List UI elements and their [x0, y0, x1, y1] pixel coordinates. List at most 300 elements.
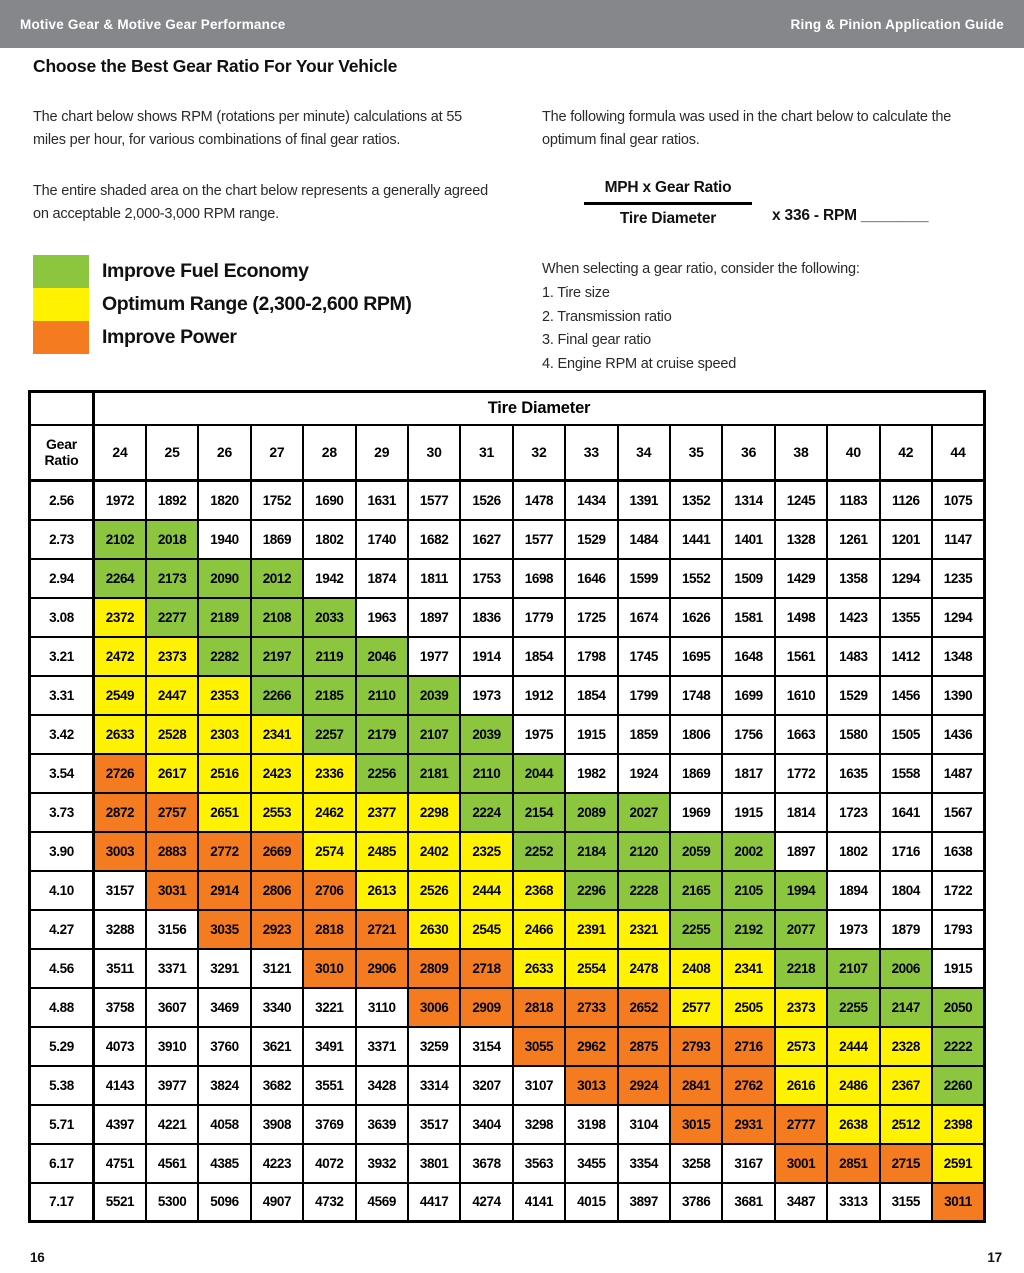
formula-intro-paragraph: The following formula was used in the chart below to calculate the optimum final gear ratios. [542, 109, 952, 149]
page-number-right: 17 [987, 1250, 1002, 1265]
rpm-cell: 1897 [408, 598, 460, 637]
rpm-cell: 2721 [356, 910, 408, 949]
rpm-cell: 2266 [251, 676, 303, 715]
rpm-cell: 2505 [722, 988, 774, 1027]
rpm-cell: 2173 [146, 559, 198, 598]
rpm-cell: 4223 [251, 1144, 303, 1183]
rpm-cell: 2638 [827, 1105, 879, 1144]
rpm-cell: 3469 [198, 988, 250, 1027]
rpm-cell: 1441 [670, 520, 722, 559]
rpm-cell: 2633 [94, 715, 146, 754]
rpm-cell: 3932 [356, 1144, 408, 1183]
rpm-cell: 2107 [408, 715, 460, 754]
rpm-cell: 2372 [94, 598, 146, 637]
gear-ratio-cell: 5.29 [30, 1027, 94, 1066]
header-right-title: Ring & Pinion Application Guide [790, 16, 1004, 32]
rpm-cell: 2651 [198, 793, 250, 832]
rpm-cell: 1745 [618, 637, 670, 676]
rpm-cell: 2277 [146, 598, 198, 637]
rpm-cell: 2077 [775, 910, 827, 949]
formula-fraction [584, 179, 752, 228]
rpm-cell: 2777 [775, 1105, 827, 1144]
rpm-cell: 1626 [670, 598, 722, 637]
rpm-cell: 2630 [408, 910, 460, 949]
table-row [30, 754, 985, 793]
rpm-cell: 1695 [670, 637, 722, 676]
intro-paragraph-1: The chart below shows RPM (rotations per minute) calculations at 55 miles per hour, for various combinations of final gear ratios. [33, 109, 463, 149]
table-row [30, 1027, 985, 1066]
rpm-cell: 1328 [775, 520, 827, 559]
rpm-cell: 1245 [775, 481, 827, 520]
rpm-cell: 2228 [618, 871, 670, 910]
rpm-cell: 1716 [880, 832, 932, 871]
rpm-cell: 2472 [94, 637, 146, 676]
tire-diameter-column-header: 31 [460, 425, 512, 481]
rpm-cell: 2147 [880, 988, 932, 1027]
rpm-cell: 1483 [827, 637, 879, 676]
rpm-cell: 2012 [251, 559, 303, 598]
rpm-cell: 3001 [775, 1144, 827, 1183]
rpm-cell: 2914 [198, 871, 250, 910]
rpm-cell: 4732 [303, 1183, 355, 1222]
rpm-cell: 1529 [827, 676, 879, 715]
gear-ratio-cell: 3.73 [30, 793, 94, 832]
rpm-cell: 2353 [198, 676, 250, 715]
rpm-cell: 1977 [408, 637, 460, 676]
top-header-bar [0, 0, 1024, 48]
rpm-cell: 2260 [932, 1066, 985, 1105]
rpm-cell: 1869 [251, 520, 303, 559]
rpm-cell: 1358 [827, 559, 879, 598]
rpm-cell: 2033 [303, 598, 355, 637]
rpm-cell: 1390 [932, 676, 985, 715]
rpm-cell: 1982 [565, 754, 617, 793]
rpm-cell: 1820 [198, 481, 250, 520]
rpm-cell: 3371 [356, 1027, 408, 1066]
rpm-cell: 2512 [880, 1105, 932, 1144]
rpm-cell: 2325 [460, 832, 512, 871]
consideration-item: 3. Final gear ratio [542, 332, 652, 349]
rpm-cell: 2757 [146, 793, 198, 832]
rpm-cell: 2462 [303, 793, 355, 832]
rpm-cell: 1484 [618, 520, 670, 559]
rpm-cell: 1723 [827, 793, 879, 832]
gear-ratio-cell: 7.17 [30, 1183, 94, 1222]
rpm-cell: 1802 [303, 520, 355, 559]
rpm-cell: 2772 [198, 832, 250, 871]
considerations-intro: When selecting a gear ratio, consider the following: [542, 260, 860, 277]
rpm-cell: 3013 [565, 1066, 617, 1105]
rpm-cell: 2282 [198, 637, 250, 676]
rpm-cell: 2706 [303, 871, 355, 910]
rpm-cell: 1924 [618, 754, 670, 793]
rpm-cell: 3517 [408, 1105, 460, 1144]
rpm-cell: 2391 [565, 910, 617, 949]
rpm-cell: 2577 [670, 988, 722, 1027]
tire-diameter-column-header: 28 [303, 425, 355, 481]
rpm-cell: 1526 [460, 481, 512, 520]
rpm-cell: 2120 [618, 832, 670, 871]
rpm-cell: 2107 [827, 949, 879, 988]
legend-label: Improve Power [102, 325, 237, 348]
rpm-cell: 2818 [303, 910, 355, 949]
header-left-title: Motive Gear & Motive Gear Performance [20, 16, 286, 32]
rpm-cell: 1869 [670, 754, 722, 793]
rpm-cell: 3031 [146, 871, 198, 910]
page-number-left: 16 [30, 1250, 45, 1265]
tire-diameter-group-header: Tire Diameter [94, 392, 985, 425]
rpm-cell: 3563 [513, 1144, 565, 1183]
rpm-cell: 1674 [618, 598, 670, 637]
rpm-cell: 3897 [618, 1183, 670, 1222]
rpm-cell: 3313 [827, 1183, 879, 1222]
rpm-cell: 1423 [827, 598, 879, 637]
rpm-cell: 1942 [303, 559, 355, 598]
gear-ratio-cell: 6.17 [30, 1144, 94, 1183]
rpm-cell: 1261 [827, 520, 879, 559]
rpm-cell: 3259 [408, 1027, 460, 1066]
legend-item [33, 288, 498, 321]
rpm-cell: 1915 [932, 949, 985, 988]
considerations-list [542, 258, 992, 377]
rpm-cell: 2044 [513, 754, 565, 793]
rpm-cell: 2298 [408, 793, 460, 832]
gear-ratio-cell: 3.54 [30, 754, 94, 793]
rpm-cell: 2485 [356, 832, 408, 871]
considerations-items [542, 282, 992, 377]
rpm-formula [542, 179, 992, 228]
rpm-cell: 2046 [356, 637, 408, 676]
rpm-cell: 1682 [408, 520, 460, 559]
rpm-cell: 2872 [94, 793, 146, 832]
rpm-cell: 2478 [618, 949, 670, 988]
rpm-cell: 2197 [251, 637, 303, 676]
rpm-cell: 3487 [775, 1183, 827, 1222]
rpm-cell: 1487 [932, 754, 985, 793]
table-row [30, 598, 985, 637]
rpm-cell: 2726 [94, 754, 146, 793]
table-row [30, 481, 985, 520]
rpm-cell: 2806 [251, 871, 303, 910]
rpm-cell: 2762 [722, 1066, 774, 1105]
rpm-cell: 2050 [932, 988, 985, 1027]
formula-suffix: x 336 - RPM ________ [772, 206, 929, 224]
rpm-cell: 1897 [775, 832, 827, 871]
rpm-cell: 2257 [303, 715, 355, 754]
rpm-cell: 1348 [932, 637, 985, 676]
rpm-cell: 1879 [880, 910, 932, 949]
rpm-cell: 5521 [94, 1183, 146, 1222]
table-row [30, 520, 985, 559]
rpm-cell: 1963 [356, 598, 408, 637]
gear-ratio-cell: 2.56 [30, 481, 94, 520]
rpm-cell: 2110 [460, 754, 512, 793]
rpm-cell: 1799 [618, 676, 670, 715]
rpm-cell: 1894 [827, 871, 879, 910]
rpm-cell: 1126 [880, 481, 932, 520]
rpm-cell: 3288 [94, 910, 146, 949]
rpm-cell: 2102 [94, 520, 146, 559]
legend-swatch-yellow [33, 288, 89, 321]
table-row [30, 1144, 985, 1183]
rpm-cell: 2328 [880, 1027, 932, 1066]
rpm-cell: 2018 [146, 520, 198, 559]
rpm-cell: 3298 [513, 1105, 565, 1144]
rpm-cell: 1505 [880, 715, 932, 754]
rpm-cell: 2733 [565, 988, 617, 1027]
gear-ratio-cell: 2.94 [30, 559, 94, 598]
rpm-cell: 2255 [670, 910, 722, 949]
rpm-cell: 2526 [408, 871, 460, 910]
rpm-cell: 3354 [618, 1144, 670, 1183]
rpm-cell: 3198 [565, 1105, 617, 1144]
table-row [30, 832, 985, 871]
rpm-cell: 2218 [775, 949, 827, 988]
tire-diameter-column-header: 29 [356, 425, 408, 481]
rpm-cell: 3155 [880, 1183, 932, 1222]
rpm-cell: 3404 [460, 1105, 512, 1144]
rpm-cell: 3455 [565, 1144, 617, 1183]
rpm-cell: 1147 [932, 520, 985, 559]
gear-ratio-cell: 4.56 [30, 949, 94, 988]
rpm-cell: 1075 [932, 481, 985, 520]
rpm-cell: 2715 [880, 1144, 932, 1183]
rpm-cell: 1294 [932, 598, 985, 637]
table-row [30, 1105, 985, 1144]
rpm-cell: 1577 [408, 481, 460, 520]
rpm-cell: 2110 [356, 676, 408, 715]
rpm-cell: 2039 [460, 715, 512, 754]
rpm-cell: 1817 [722, 754, 774, 793]
rpm-cell: 2368 [513, 871, 565, 910]
rpm-cell: 2398 [932, 1105, 985, 1144]
rpm-cell: 2528 [146, 715, 198, 754]
rpm-cell: 4072 [303, 1144, 355, 1183]
rpm-cell: 3207 [460, 1066, 512, 1105]
rpm-cell: 2909 [460, 988, 512, 1027]
rpm-cell: 5300 [146, 1183, 198, 1222]
right-column [542, 106, 992, 377]
rpm-cell: 2373 [146, 637, 198, 676]
rpm-cell: 3156 [146, 910, 198, 949]
rpm-cell: 1436 [932, 715, 985, 754]
table-row [30, 1066, 985, 1105]
rpm-cell: 2090 [198, 559, 250, 598]
rpm-cell: 3760 [198, 1027, 250, 1066]
rpm-cell: 1581 [722, 598, 774, 637]
consideration-item: 1. Tire size [542, 284, 610, 301]
legend-item [33, 321, 498, 354]
rpm-cell: 1580 [827, 715, 879, 754]
rpm-cell: 1892 [146, 481, 198, 520]
rpm-cell: 1456 [880, 676, 932, 715]
rpm-cell: 3006 [408, 988, 460, 1027]
rpm-cell: 2303 [198, 715, 250, 754]
rpm-cell: 1429 [775, 559, 827, 598]
rpm-cell: 2633 [513, 949, 565, 988]
rpm-cell: 2224 [460, 793, 512, 832]
rpm-cell: 3786 [670, 1183, 722, 1222]
rpm-cell: 1690 [303, 481, 355, 520]
gear-ratio-cell: 3.08 [30, 598, 94, 637]
table-row [30, 949, 985, 988]
rpm-cell: 2486 [827, 1066, 879, 1105]
rpm-cell: 3107 [513, 1066, 565, 1105]
rpm-cell: 2883 [146, 832, 198, 871]
tire-diameter-column-header: 38 [775, 425, 827, 481]
rpm-cell: 1552 [670, 559, 722, 598]
rpm-cell: 1859 [618, 715, 670, 754]
rpm-cell: 1779 [513, 598, 565, 637]
rpm-cell: 1975 [513, 715, 565, 754]
rpm-cell: 2716 [722, 1027, 774, 1066]
rpm-cell: 3551 [303, 1066, 355, 1105]
rpm-cell: 1994 [775, 871, 827, 910]
rpm-cell: 2906 [356, 949, 408, 988]
rpm-cell: 1641 [880, 793, 932, 832]
rpm-cell: 1561 [775, 637, 827, 676]
tire-diameter-column-header: 25 [146, 425, 198, 481]
rpm-cell: 3977 [146, 1066, 198, 1105]
rpm-cell: 2165 [670, 871, 722, 910]
gear-ratio-cell: 4.88 [30, 988, 94, 1027]
rpm-cell: 1914 [460, 637, 512, 676]
rpm-cell: 2553 [251, 793, 303, 832]
rpm-cell: 1874 [356, 559, 408, 598]
rpm-cell: 4058 [198, 1105, 250, 1144]
rpm-cell: 4221 [146, 1105, 198, 1144]
rpm-cell: 2002 [722, 832, 774, 871]
rpm-cell: 2549 [94, 676, 146, 715]
rpm-cell: 4417 [408, 1183, 460, 1222]
rpm-cell: 1201 [880, 520, 932, 559]
gear-ratio-cell: 5.38 [30, 1066, 94, 1105]
rpm-cell: 3769 [303, 1105, 355, 1144]
rpm-cell: 2184 [565, 832, 617, 871]
left-column [33, 106, 498, 354]
rpm-cell: 2341 [251, 715, 303, 754]
formula-numerator: MPH x Gear Ratio [604, 178, 732, 196]
rpm-cell: 2119 [303, 637, 355, 676]
rpm-cell: 2931 [722, 1105, 774, 1144]
rpm-cell: 2573 [775, 1027, 827, 1066]
rpm-cell: 2466 [513, 910, 565, 949]
rpm-cell: 1434 [565, 481, 617, 520]
rpm-cell: 4907 [251, 1183, 303, 1222]
rpm-cell: 3621 [251, 1027, 303, 1066]
rpm-cell: 3221 [303, 988, 355, 1027]
rpm-cell: 3758 [94, 988, 146, 1027]
rpm-cell: 1294 [880, 559, 932, 598]
gear-ratio-column-header: Gear Ratio [30, 425, 94, 481]
tire-diameter-column-header: 27 [251, 425, 303, 481]
rpm-cell: 4569 [356, 1183, 408, 1222]
rpm-cell: 2841 [670, 1066, 722, 1105]
legend-label: Optimum Range (2,300-2,600 RPM) [102, 292, 412, 315]
tire-diameter-column-header: 30 [408, 425, 460, 481]
rpm-cell: 1558 [880, 754, 932, 793]
rpm-cell: 4561 [146, 1144, 198, 1183]
rpm-cell: 3110 [356, 988, 408, 1027]
rpm-cell: 2652 [618, 988, 670, 1027]
rpm-cell: 2336 [303, 754, 355, 793]
rpm-cell: 2591 [932, 1144, 985, 1183]
rpm-cell: 2617 [146, 754, 198, 793]
rpm-cell: 1973 [460, 676, 512, 715]
rpm-cell: 3607 [146, 988, 198, 1027]
rpm-cell: 1748 [670, 676, 722, 715]
rpm-cell: 2574 [303, 832, 355, 871]
tire-diameter-column-header: 42 [880, 425, 932, 481]
gear-ratio-cell: 3.31 [30, 676, 94, 715]
color-legend [33, 255, 498, 354]
rpm-cell: 1698 [513, 559, 565, 598]
rpm-cell: 1412 [880, 637, 932, 676]
rpm-cell: 3801 [408, 1144, 460, 1183]
rpm-cell: 2006 [880, 949, 932, 988]
rpm-cell: 1969 [670, 793, 722, 832]
rpm-cell: 1599 [618, 559, 670, 598]
rpm-cell: 4397 [94, 1105, 146, 1144]
rpm-cell: 1752 [251, 481, 303, 520]
rpm-cell: 1798 [565, 637, 617, 676]
table-row [30, 910, 985, 949]
gear-ratio-cell: 3.42 [30, 715, 94, 754]
rpm-cell: 3639 [356, 1105, 408, 1144]
rpm-cell: 4015 [565, 1183, 617, 1222]
consideration-item: 2. Transmission ratio [542, 308, 672, 325]
tire-diameter-column-header: 24 [94, 425, 146, 481]
rpm-cell: 1314 [722, 481, 774, 520]
rpm-cell: 2179 [356, 715, 408, 754]
table-row [30, 715, 985, 754]
rpm-cell: 1804 [880, 871, 932, 910]
rpm-cell: 3428 [356, 1066, 408, 1105]
tire-diameter-column-header: 44 [932, 425, 985, 481]
rpm-cell: 2516 [198, 754, 250, 793]
rpm-cell: 2408 [670, 949, 722, 988]
rpm-cell: 1753 [460, 559, 512, 598]
rpm-cell: 1725 [565, 598, 617, 637]
rpm-cell: 3003 [94, 832, 146, 871]
rpm-cell: 4073 [94, 1027, 146, 1066]
rpm-cell: 1836 [460, 598, 512, 637]
rpm-cell: 3010 [303, 949, 355, 988]
rpm-cell: 2818 [513, 988, 565, 1027]
rpm-cell: 3681 [722, 1183, 774, 1222]
rpm-cell: 3167 [722, 1144, 774, 1183]
gear-ratio-cell: 2.73 [30, 520, 94, 559]
rpm-cell: 1972 [94, 481, 146, 520]
rpm-cell: 2192 [722, 910, 774, 949]
rpm-cell: 1610 [775, 676, 827, 715]
legend-item [33, 255, 498, 288]
rpm-cell: 1183 [827, 481, 879, 520]
gear-ratio-cell: 3.90 [30, 832, 94, 871]
rpm-cell: 2447 [146, 676, 198, 715]
table-row [30, 988, 985, 1027]
table-row [30, 871, 985, 910]
rpm-cell: 1355 [880, 598, 932, 637]
rpm-cell: 1740 [356, 520, 408, 559]
rpm-cell: 2105 [722, 871, 774, 910]
gear-ratio-rpm-table [28, 390, 986, 1223]
tire-diameter-column-header: 32 [513, 425, 565, 481]
rpm-cell: 1627 [460, 520, 512, 559]
formula-denominator: Tire Diameter [584, 202, 752, 228]
rpm-cell: 1793 [932, 910, 985, 949]
rpm-cell: 1973 [827, 910, 879, 949]
